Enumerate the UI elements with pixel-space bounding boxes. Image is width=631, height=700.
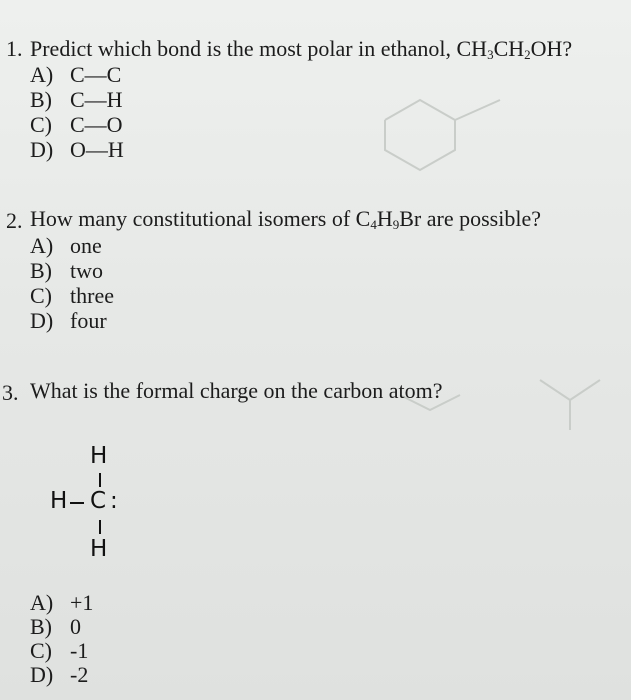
bond-left — [70, 502, 84, 504]
hydrogen-left: H — [50, 488, 68, 514]
option-value: -2 — [70, 662, 89, 687]
option-value: C—H — [70, 87, 123, 112]
hydrogen-top: H — [90, 443, 108, 469]
option-value: three — [70, 283, 114, 308]
option-letter: A) — [30, 62, 54, 87]
option-c — [30, 638, 88, 664]
hydrogen-bottom: H — [90, 536, 108, 562]
option-b — [30, 614, 81, 640]
question-text: Predict which bond is the most polar in ethanol, $CH_3CH_2OH$? — [30, 36, 573, 62]
option-value: two — [70, 258, 103, 283]
bond-top — [99, 473, 101, 487]
lone-pair-dots: : — [110, 488, 118, 514]
option-letter: D) — [30, 137, 54, 162]
option-value: four — [70, 308, 107, 333]
option-value: one — [70, 233, 102, 258]
option-letter: C) — [30, 638, 52, 663]
option-letter: B) — [30, 258, 52, 283]
option-letter: B) — [30, 87, 52, 112]
question-number: 2. — [6, 208, 23, 233]
option-value: -1 — [70, 638, 89, 663]
option-value: 0 — [70, 614, 81, 639]
question-text: How many constitutional isomers of $C_4H_9Br$ are possible? — [30, 206, 541, 232]
option-letter: C) — [30, 283, 52, 308]
option-a — [30, 590, 93, 616]
option-letter: A) — [30, 233, 54, 258]
option-value: O—H — [70, 137, 124, 162]
option-value: +1 — [70, 590, 94, 615]
option-letter: C) — [30, 112, 52, 137]
option-d — [30, 662, 88, 688]
question-number: 3. — [2, 380, 19, 405]
option-letter: D) — [30, 308, 54, 333]
carbon-atom: C — [90, 488, 107, 514]
option-letter: D) — [30, 662, 54, 687]
option-value: C—O — [70, 112, 123, 137]
bond-bottom — [99, 520, 101, 534]
question-text: What is the formal charge on the carbon atom? — [30, 378, 443, 403]
option-letter: B) — [30, 614, 52, 639]
option-letter: A) — [30, 590, 54, 615]
question-number: 1. — [6, 36, 23, 61]
option-value: C—C — [70, 62, 122, 87]
